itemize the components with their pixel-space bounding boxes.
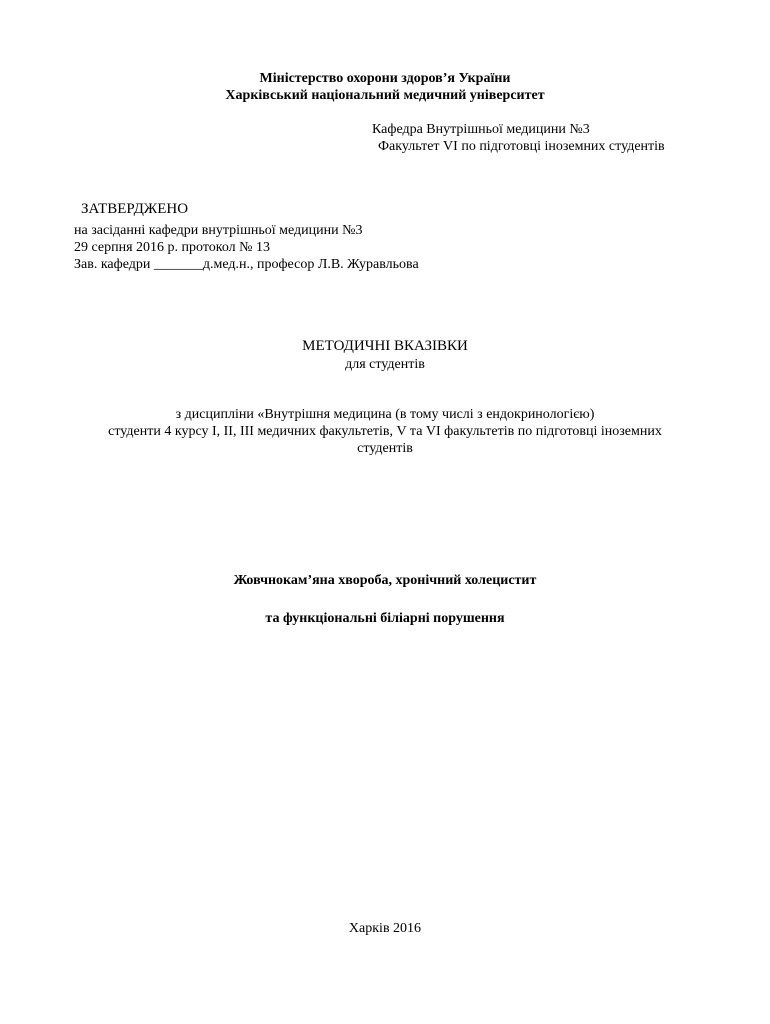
approval-meeting: на засіданні кафедри внутрішньої медицини №3 (74, 223, 363, 238)
topic-line-1: Жовчнокам’яна хвороба, хронічний холецистит (233, 573, 537, 588)
department-chair: Кафедра Внутрішньої медицини №3 (372, 122, 590, 137)
document-audience: для студентів (345, 357, 425, 372)
city-year: Харків 2016 (348, 921, 422, 936)
document-type-title: МЕТОДИЧНІ ВКАЗІВКИ (302, 338, 468, 354)
topic-line-2: та функціональні біліарні порушення (265, 611, 505, 626)
university-heading: Харківський національний медичний університет (225, 88, 545, 103)
discipline-line: з дисципліни «Внутрішня медицина (в тому числі з ендокринологією) (175, 407, 595, 422)
students-line-2: студентів (357, 441, 413, 456)
department-faculty: Факультет VI по підготовці іноземних студентів (378, 139, 665, 154)
approval-title: ЗАТВЕРДЖЕНО (81, 201, 189, 217)
approval-date-protocol: 29 серпня 2016 р. протокол № 13 (74, 240, 271, 255)
students-line-1: студенти 4 курсу I, II, III медичних факультетів, V та VI факультетів по підготовці іноземних (108, 424, 662, 439)
approval-head: Зав. кафедри _______д.мед.н., професор Л.В. Журавльова (74, 257, 419, 272)
ministry-heading: Міністерство охорони здоров’я України (259, 71, 511, 86)
